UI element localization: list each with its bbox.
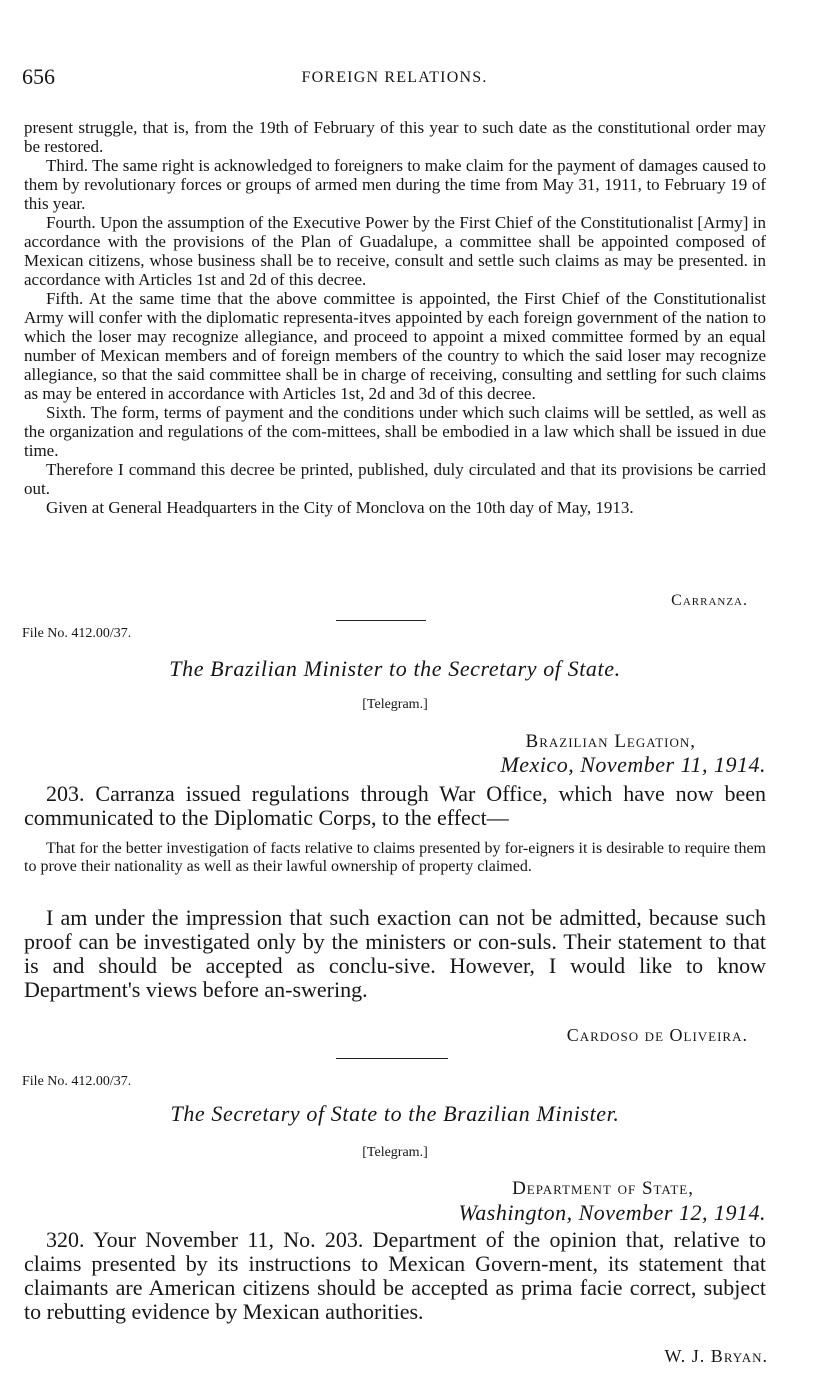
section-divider	[336, 620, 426, 621]
decree-text	[24, 118, 766, 517]
sender-signature-2: W. J. Bryan.	[664, 1346, 768, 1366]
quoted-regulation	[24, 840, 766, 876]
sender-place: Brazilian Legation,	[525, 731, 696, 752]
telegram-label: [Telegram.]	[362, 697, 428, 712]
document-date: Mexico, November 11, 1914.	[500, 752, 766, 777]
telegram-label-2: [Telegram.]	[362, 1145, 428, 1160]
decree-article-fourth: Fourth. Upon the assumption of the Executive Power by the First Chief of the Constitutionalist [Army] in accordance with the provisions of the Plan of Guadalupe, a committee shall be appointed composed of Mexican citizens, whose business shall be to receive, consult and settle such claims as may be presented. in accordance with Articles 1st and 2d of this decree.	[24, 213, 766, 289]
running-title: FOREIGN RELATIONS.	[301, 69, 488, 86]
page-header	[22, 64, 767, 92]
telegram-paragraph-2: I am under the impression that such exaction can not be admitted, because such proof can be investigated only by the ministers or con-suls. Their statement to that is and should be accepted as conclu-sive. However, I would like to know Department's views before an-swering.	[24, 905, 766, 1002]
quoted-text: That for the better investigation of facts relative to claims presented by for-eigners it is desirable to require them to prove their nationality as well as their lawful ownership of property claimed.	[24, 840, 766, 875]
telegram-paragraph-3: 320. Your November 11, No. 203. Department of the opinion that, relative to claims presented by its instructions to Mexican Govern-ment, its statement that claimants are American citizens should be accepted as prima facie correct, subject to rebutting evidence by Mexican authorities.	[24, 1227, 766, 1324]
document-title-2: The Secretary of State to the Brazilian Minister.	[170, 1101, 620, 1126]
decree-article-third: Third. The same right is acknowledged to foreigners to make claim for the payment of damages caused to them by revolutionary forces or groups of armed men during the time from May 31, 1911, to February 19 of this year.	[24, 156, 766, 213]
file-number: File No. 412.00/37.	[22, 626, 132, 641]
document-date-2: Washington, November 12, 1914.	[458, 1200, 766, 1225]
sender-place-2: Department of State,	[512, 1178, 694, 1199]
telegram-paragraph: 203. Carranza issued regulations through War Office, which have now been communicated to the Diplomatic Corps, to the effect—	[24, 781, 766, 830]
decree-article-sixth: Sixth. The form, terms of payment and the conditions under which such claims will be settled, as well as the organization and regulations of the com-mittees, shall be embodied in a law which shall be issued in due time.	[24, 403, 766, 460]
decree-continuation: present struggle, that is, from the 19th of February of this year to such date as the constitutional order may be restored.	[24, 118, 766, 156]
page-number: 656	[22, 64, 55, 89]
section-divider-2	[336, 1058, 448, 1059]
decree-signature: Carranza.	[671, 592, 748, 609]
file-number-2: File No. 412.00/37.	[22, 1074, 132, 1089]
document-title: The Brazilian Minister to the Secretary of State.	[169, 656, 621, 681]
decree-therefore: Therefore I command this decree be printed, published, duly circulated and that its provisions be carried out.	[24, 460, 766, 498]
sender-signature: Cardoso de Oliveira.	[566, 1025, 748, 1045]
decree-given: Given at General Headquarters in the City of Monclova on the 10th day of May, 1913.	[46, 498, 634, 517]
decree-article-fifth: Fifth. At the same time that the above committee is appointed, the First Chief of the Constitutionalist Army will confer with the diplomatic representa-itves appointed by each foreign government of the nation to which the loser may recognize allegiance, and proceed to appoint a mixed committee formed by an equal number of Mexican members and of foreign members of the country to which the said loser may recognize allegiance, so that the said committee shall be in charge of receiving, consulting and settling for such claims as may be entered in accordance with Articles 1st, 2d and 3d of this decree.	[24, 289, 766, 403]
telegram-body	[24, 782, 766, 830]
telegram-body-2	[24, 1228, 766, 1324]
telegram-body-continued	[24, 906, 766, 1002]
